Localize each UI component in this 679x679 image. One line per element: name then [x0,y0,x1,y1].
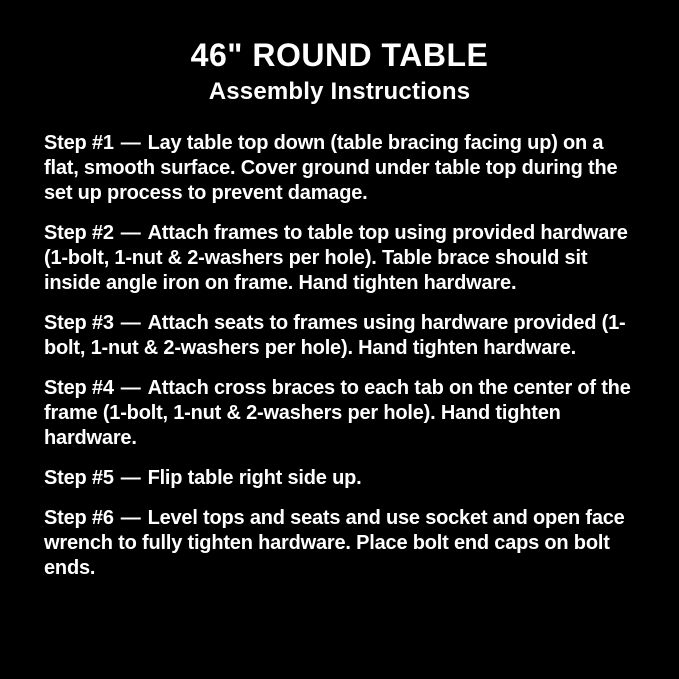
header [0,0,679,106]
step-1-text: Lay table top down (table bracing facing up) on a flat, smooth surface. Cover ground under table top during the set up process to prevent damage. [44,132,618,204]
step-3 [44,311,637,361]
page-subtitle: Assembly Instructions [208,78,471,105]
step-6-label: Step #6 [44,507,114,529]
step-6 [44,506,637,581]
step-1-label: Step #1 [44,132,114,154]
em-dash: — [120,377,141,399]
step-6-text: Level tops and seats and use socket and open face wrench to fully tighten hardware. Place bolt end caps on bolt ends. [44,507,625,579]
step-2-text: Attach frames to table top using provided hardware (1-bolt, 1-nut & 2-washers per hole). Table brace should sit inside angle iron on frame. Hand tighten hardware. [44,222,628,294]
em-dash: — [120,312,141,334]
step-2 [44,221,637,296]
page-title: 46" ROUND TABLE [190,37,489,73]
em-dash: — [120,467,141,489]
step-2-label: Step #2 [44,222,114,244]
step-5-text: Flip table right side up. [147,467,362,489]
step-4-text: Attach cross braces to each tab on the center of the frame (1-bolt, 1-nut & 2-washers per hole). Hand tighten hardware. [44,377,631,449]
em-dash: — [120,507,141,529]
em-dash: — [120,222,141,244]
step-1 [44,131,637,206]
step-3-label: Step #3 [44,312,114,334]
step-4 [44,376,637,451]
step-5 [44,466,637,491]
em-dash: — [120,132,141,154]
step-4-label: Step #4 [44,377,114,399]
step-3-text: Attach seats to frames using hardware provided (1-bolt, 1-nut & 2-washers per hole). Hand tighten hardware. [44,312,626,359]
step-5-label: Step #5 [44,467,114,489]
steps-list [0,131,679,581]
